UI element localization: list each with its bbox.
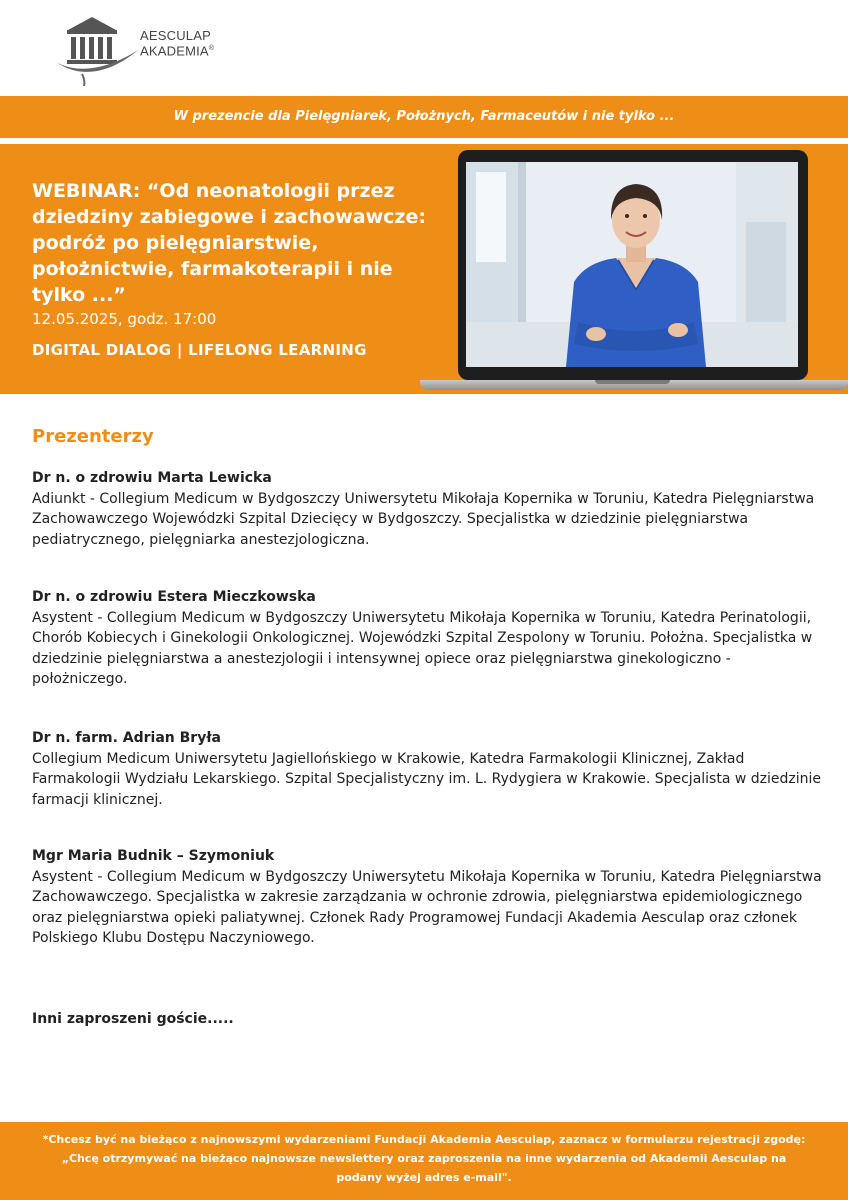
webinar-date: 12.05.2025, godz. 17:00	[32, 310, 217, 328]
laptop-notch	[595, 380, 670, 384]
presenters-heading: Prezenterzy	[32, 426, 154, 447]
presenter-bio: Asystent - Collegium Medicum w Bydgoszczy Uniwersytetu Mikołaja Kopernika w Toruniu, Katedra Perinatologii, Chorób Kobiecych i Ginekologii Onkologicznej. Wojewódzki Szpital Zespolony w Toruniu. Położna. Specjalistka w dziedzinie pielęgniarstwa a anestezjologii i intensywnej opiece oraz pielęgniarstwa ginekologiczno - położniczego.	[32, 609, 813, 687]
presenter-bio: Adiunkt - Collegium Medicum w Bydgoszczy Uniwersytetu Mikołaja Kopernika w Toruniu, Katedra Pielęgniarstwa Zachowawczego Wojewódzki Szpital Dziecięcy w Bydgoszczy. Specjalistka w dziedzinie pielęgniarstwa pediatrycznego, pielęgniarka anestezjologiczna.	[32, 490, 815, 548]
presenter-item	[32, 846, 822, 949]
aesculap-akademia-logo	[52, 14, 292, 84]
other-guests: Inni zaproszeni goście.....	[32, 1011, 234, 1027]
nurse-photo	[466, 162, 798, 367]
footer-bar	[0, 1122, 848, 1200]
webinar-brand: DIGITAL DIALOG | LIFELONG LEARNING	[32, 341, 367, 359]
presenter-name: Dr n. o zdrowiu Marta Lewicka	[32, 470, 272, 486]
logo-line-1: AESCULAP	[140, 28, 211, 43]
presenter-name: Mgr Maria Budnik – Szymoniuk	[32, 848, 275, 864]
logo-line-2: AKADEMIA	[140, 43, 209, 59]
tagline-bar	[0, 96, 848, 138]
presenter-item	[32, 468, 822, 550]
logo-wordmark	[140, 29, 214, 57]
presenter-name: Dr n. o zdrowiu Estera Mieczkowska	[32, 589, 316, 605]
presenter-bio: Asystent - Collegium Medicum w Bydgoszczy Uniwersytetu Mikołaja Kopernika w Toruniu, Katedra Pielęgniarstwa Zachowawczego. Specjalistka w zakresie zarządzania w ochronie zdrowia, pielęgniarstwa epidemiologicznego oraz pielęgniarstwa opieki paliatywnej. Członek Rady Programowej Fundacji Akademia Aesculap oraz członek Polskiego Klubu Dostępu Naczyniowego.	[32, 868, 822, 946]
presenter-bio: Collegium Medicum Uniwersytetu Jagiellońskiego w Krakowie, Katedra Farmakologii Klinicznej, Zakład Farmakologii Wydziału Lekarskiego. Szpital Specjalistyczny im. L. Rydygiera w Krakowie. Specjalista w dziedzinie farmacji klinicznej.	[32, 750, 822, 808]
tagline-text: W prezencie dla Pielęgniarek, Położnych, Farmaceutów i nie tylko ...	[173, 109, 675, 124]
presenter-item	[32, 728, 822, 810]
webinar-title: WEBINAR: “Od neonatologii przez dziedziny zabiegowe i zachowawcze: podróż po pielęgniarstwie, położnictwie, farmakoterapii i nie tylko ...”	[32, 180, 426, 306]
nurse-in-blue-scrubs-icon	[466, 162, 798, 367]
columns-temple-logo-icon	[52, 14, 142, 86]
registered-mark: ®	[208, 45, 215, 52]
newsletter-consent-note: *Chcesz być na bieżąco z najnowszymi wydarzeniami Fundacji Akademia Aesculap, zaznacz w formularzu rejestracji zgodę: „Chcę otrzymywać na bieżąco najnowsze newslettery oraz zaproszenia na inne wydarzenia od Akademii Aesculap na podany wyżej adres e-mail".	[42, 1133, 806, 1184]
presenter-name: Dr n. farm. Adrian Bryła	[32, 730, 221, 746]
presenter-item	[32, 587, 822, 690]
